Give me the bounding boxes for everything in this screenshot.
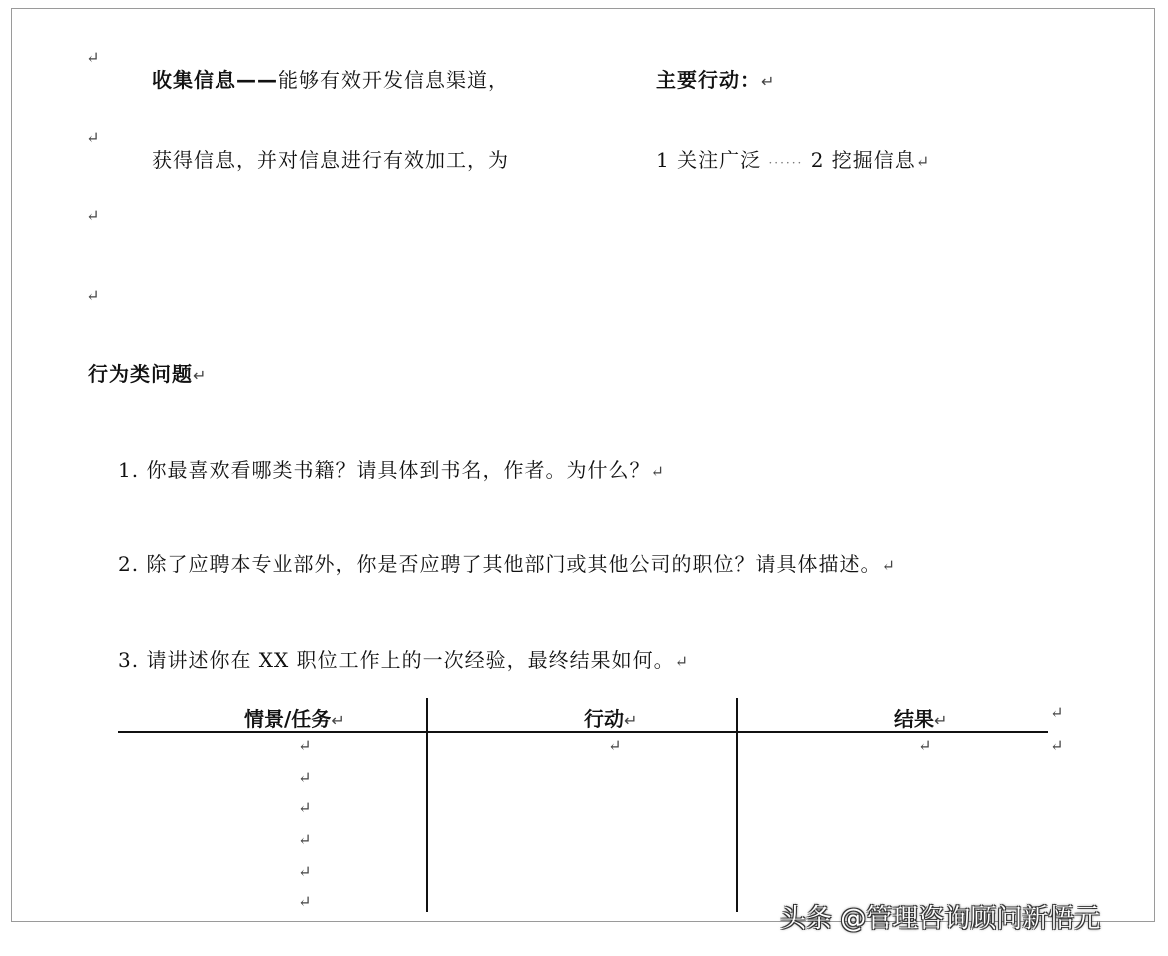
paragraph-mark: ↵ [650, 462, 665, 481]
paragraph-mark: ↵ [86, 286, 100, 305]
actions-title-text: 主要行动： [656, 68, 761, 92]
cell-mark: ↵ [608, 736, 622, 755]
table-header-situation-text: 情景/任务 [244, 707, 332, 731]
paragraph-mark: ↵ [624, 711, 638, 730]
question-1-text: 1. 你最喜欢看哪类书籍？请具体到书名，作者。为什么？ [118, 458, 651, 482]
competency-line-2: 获得信息，并对信息进行有效加工，为 [152, 148, 509, 172]
leader-dots: ······ [768, 156, 804, 170]
action-1-num: 1 [656, 148, 670, 172]
table-header-action [584, 703, 637, 732]
paragraph-mark: ↵ [881, 556, 896, 575]
action-2-num: 2 [810, 148, 825, 172]
cell-mark: ↵ [298, 830, 312, 849]
table-header-result-text: 结果 [894, 707, 934, 731]
row-end-mark: ↵ [1050, 736, 1064, 755]
competency-line1-text: 能够有效开发信息渠道， [278, 68, 509, 92]
question-2-text: 2. 除了应聘本专业部外，你是否应聘了其他部门或其他公司的职位？请具体描述。 [118, 552, 882, 576]
actions-title [656, 70, 775, 90]
section-title-text: 行为类问题 [88, 362, 193, 386]
paragraph-mark: ↵ [86, 48, 100, 67]
cell-mark: ↵ [298, 862, 312, 881]
paragraph-mark: ↵ [761, 72, 776, 91]
cell-mark: ↵ [918, 736, 932, 755]
paragraph-mark: ↵ [674, 652, 690, 671]
action-2: 挖掘信息 [831, 148, 916, 172]
section-title [88, 364, 207, 384]
row-end-mark: ↵ [1050, 703, 1064, 722]
table-header-action-text: 行动 [584, 707, 624, 731]
cell-mark: ↵ [298, 736, 312, 755]
cell-mark: ↵ [298, 798, 312, 817]
question-1 [118, 460, 665, 480]
action-1: 关注广泛 [677, 148, 762, 172]
cell-mark: ↵ [298, 768, 312, 787]
question-3-text: 3. 请讲述你在 XX 职位工作上的一次经验，最终结果如何。 [118, 648, 675, 672]
table-header-result [894, 703, 947, 732]
question-3 [118, 650, 689, 670]
actions-list [656, 150, 930, 170]
watermark: 头条 @管理咨询顾问新悟元 [780, 904, 1101, 934]
question-2 [118, 554, 896, 574]
paragraph-mark: ↵ [86, 128, 100, 147]
competency-line-1 [152, 70, 509, 90]
paragraph-mark: ↵ [193, 366, 208, 385]
paragraph-mark: ↵ [915, 152, 931, 171]
paragraph-mark: ↵ [331, 711, 345, 730]
cell-mark: ↵ [298, 892, 312, 911]
table-col-divider-1 [426, 698, 428, 912]
competency-heading: 收集信息—— [152, 68, 278, 92]
table-header-situation [244, 703, 345, 732]
paragraph-mark: ↵ [86, 206, 100, 225]
paragraph-mark: ↵ [934, 711, 948, 730]
table-col-divider-2 [736, 698, 738, 912]
